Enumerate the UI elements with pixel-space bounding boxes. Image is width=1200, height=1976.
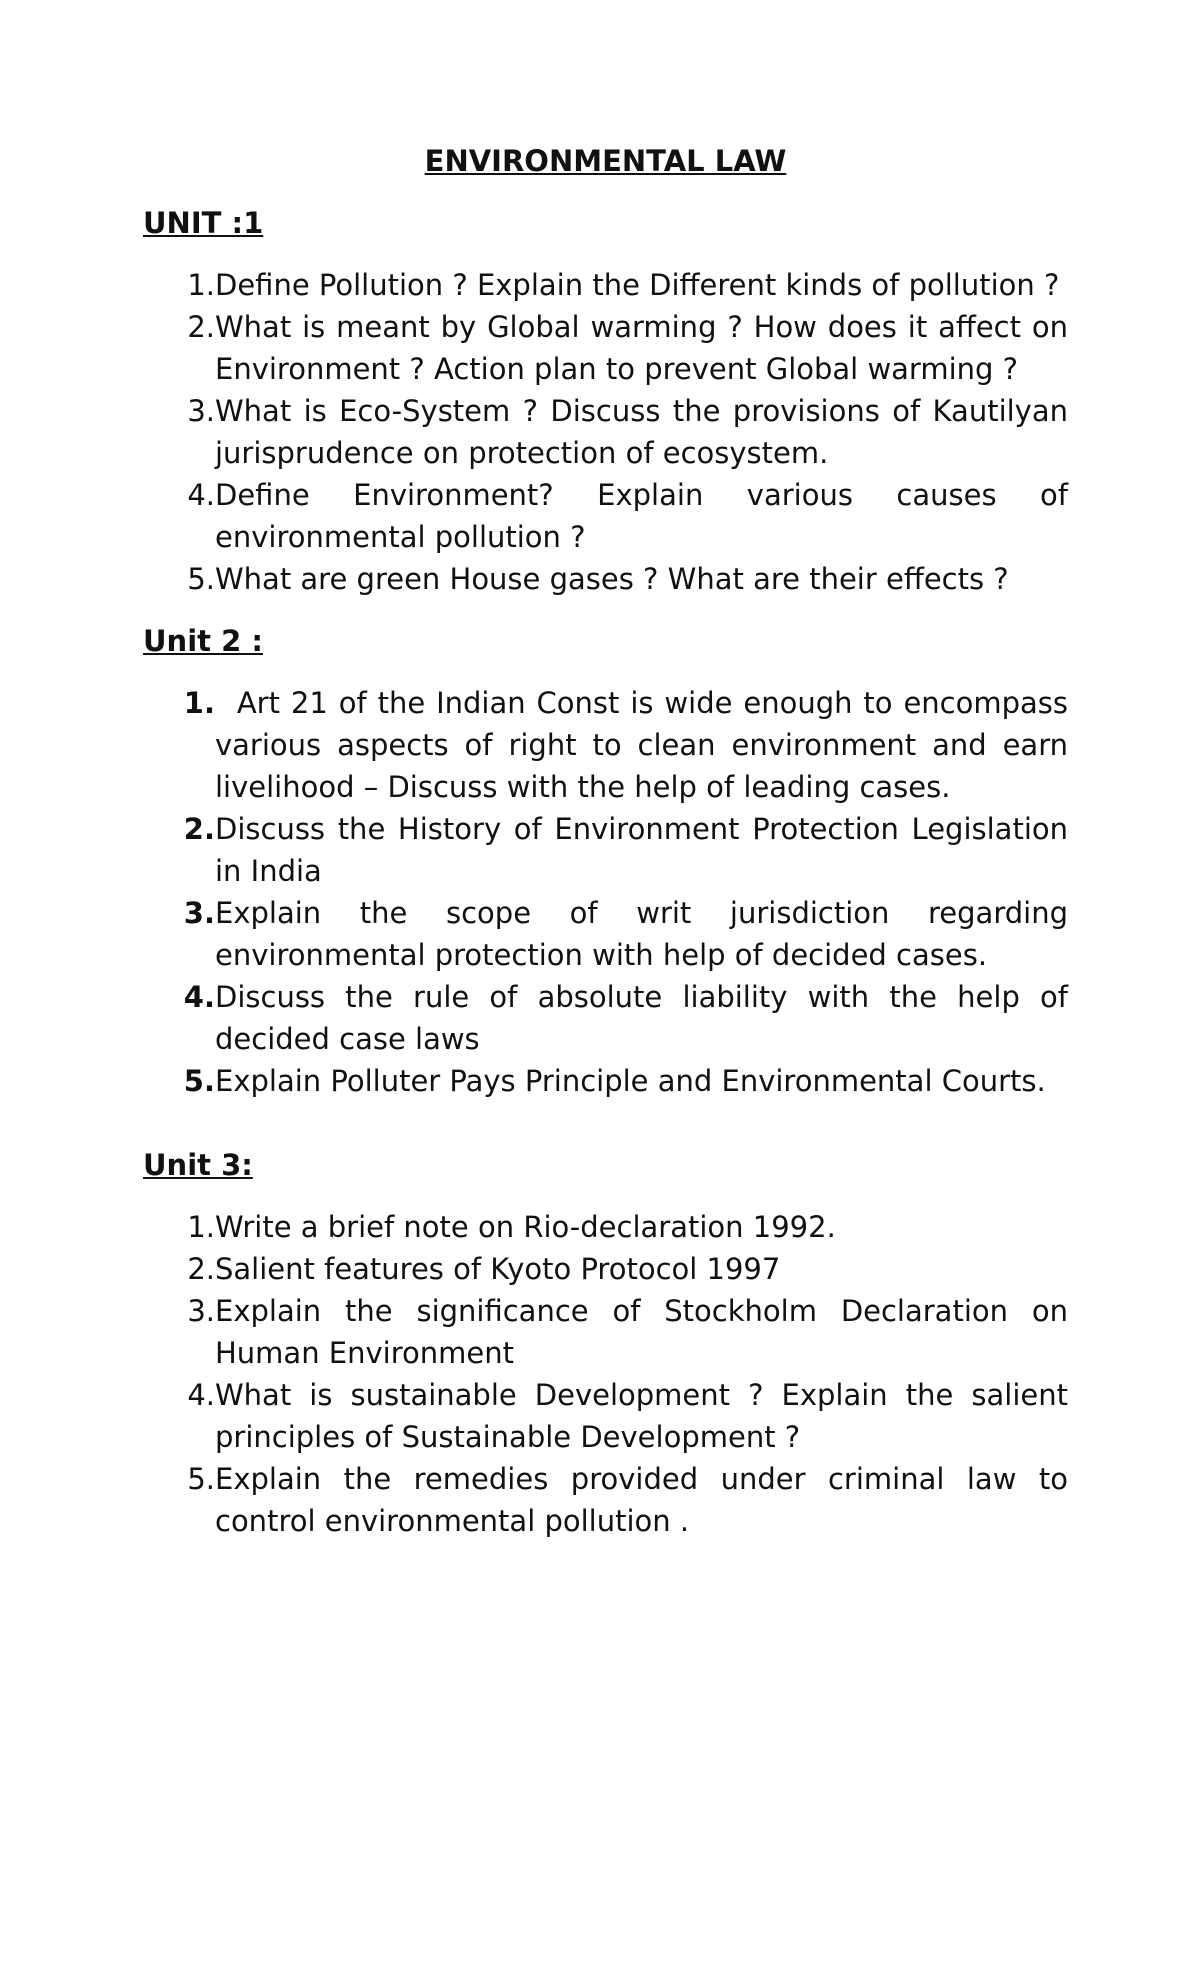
question-number: 2. [183,812,215,846]
unit-3-question-list [143,1206,1068,1542]
list-item [143,390,1068,474]
question-number: 5. [183,1064,215,1098]
question-number: 4. [187,1378,215,1412]
question-number: 3. [183,896,215,930]
question-text: Discuss the History of Environment Protection Legislation in India [215,812,1068,888]
question-text: Explain the remedies provided under criminal law to control environmental pollution . [215,1462,1068,1538]
question-number: 2. [187,310,215,344]
list-item [143,682,1068,808]
unit-3-heading: Unit 3: [143,1148,253,1182]
list-item [143,474,1068,558]
question-text: Art 21 of the Indian Const is wide enough to encompass various aspects of right to clean environment and earn livelihood – Discuss with the help of leading cases. [215,686,1068,804]
question-number: 1. [183,686,215,720]
list-item [143,264,1068,306]
question-number: 1. [187,1210,215,1244]
question-number: 4. [187,478,215,512]
question-number: 2. [187,1252,215,1286]
list-item [143,976,1068,1060]
list-item [143,1374,1068,1458]
unit-2-question-list [143,682,1068,1102]
question-text: What is Eco-System ? Discuss the provisions of Kautilyan jurisprudence on protection of ecosystem. [215,394,1068,470]
question-number: 3. [187,394,215,428]
document-page [143,140,1068,1562]
question-text: What are green House gases ? What are their effects ? [215,562,1009,596]
question-text: Write a brief note on Rio-declaration 1992. [215,1210,836,1244]
unit-1-question-list [143,264,1068,600]
list-item [143,306,1068,390]
unit-3-section [143,1144,1068,1542]
list-item [143,892,1068,976]
question-text: Define Pollution ? Explain the Different kinds of pollution ? [215,268,1060,302]
document-title: ENVIRONMENTAL LAW [424,144,787,178]
question-text: What is sustainable Development ? Explain the salient principles of Sustainable Development ? [215,1378,1068,1454]
unit-2-heading: Unit 2 : [143,624,263,658]
question-number: 1. [187,268,215,302]
question-number: 3. [187,1294,215,1328]
list-item [143,1248,1068,1290]
unit-1-heading: UNIT :1 [143,206,264,240]
question-number: 5. [187,562,215,596]
list-item [143,558,1068,600]
question-text: Discuss the rule of absolute liability with the help of decided case laws [215,980,1068,1056]
question-text: Salient features of Kyoto Protocol 1997 [215,1252,781,1286]
question-number: 5. [187,1462,215,1496]
unit-1-section [143,202,1068,600]
list-item [143,1290,1068,1374]
question-number: 4. [183,980,215,1014]
question-text: Explain the scope of writ jurisdiction regarding environmental protection with help of decided cases. [215,896,1068,972]
list-item [143,1458,1068,1542]
list-item [143,808,1068,892]
list-item [143,1060,1068,1102]
list-item [143,1206,1068,1248]
unit-2-section [143,620,1068,1102]
question-text: What is meant by Global warming ? How does it affect on Environment ? Action plan to prevent Global warming ? [215,310,1068,386]
question-text: Define Environment? Explain various causes of environmental pollution ? [215,478,1068,554]
question-text: Explain Polluter Pays Principle and Environmental Courts. [215,1064,1046,1098]
question-text: Explain the significance of Stockholm Declaration on Human Environment [215,1294,1068,1370]
